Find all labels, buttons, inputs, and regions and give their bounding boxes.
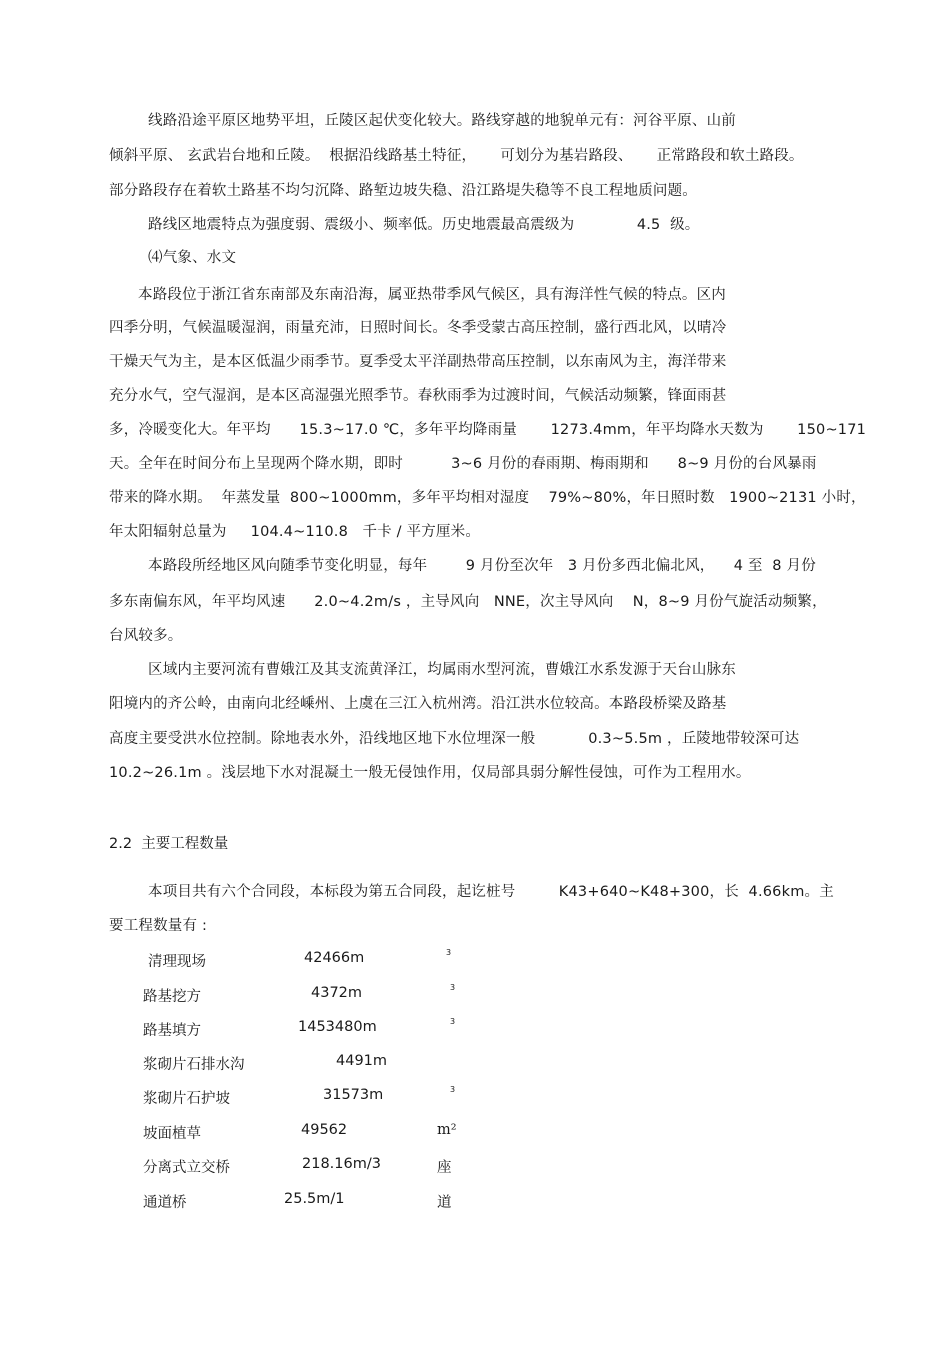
quantity-value: 42466m: [304, 950, 365, 966]
quantity-value: 218.16m/3: [302, 1156, 381, 1172]
quantity-value: 49562: [301, 1122, 348, 1138]
quantity-value: 31573m: [323, 1087, 384, 1103]
paragraph-climate-line-1: 本路段位于浙江省东南部及东南沿海，属亚热带季风气候区，具有海洋性气候的特点。区内: [138, 287, 726, 303]
section-title-weather: ⑷气象、水文: [148, 250, 237, 266]
paragraph-terrain-line-1: 线路沿途平原区地势平坦，丘陵区起伏变化较大。路线穿越的地貌单元有：河谷平原、山前: [148, 113, 736, 129]
quantity-name: 浆砌片石排水沟: [143, 1057, 245, 1073]
quantity-name: 清理现场: [148, 954, 206, 970]
quantity-unit: 道: [437, 1195, 452, 1211]
paragraph-climate-line-3: 干燥天气为主，是本区低温少雨季节。夏季受太平洋副热带高压控制，以东南风为主，海洋带来: [109, 354, 727, 370]
quantity-name: 浆砌片石护坡: [143, 1091, 230, 1107]
quantity-name: 分离式立交桥: [143, 1160, 230, 1176]
paragraph-hydrology-line-4: 10.2~26.1m 。浅层地下水对混凝土一般无侵蚀作用，仅局部具弱分解性侵蚀，可作为工程用水。: [109, 765, 751, 781]
paragraph-hydrology-line-2: 阳境内的齐公岭，由南向北经嵊州、上虞在三江入杭州湾。沿江洪水位较高。本路段桥梁及路基: [109, 696, 727, 712]
paragraph-terrain-line-2: 倾斜平原、 玄武岩台地和丘陵。 根据沿线路基土特征， 可划分为基岩路段、 正常路段和软土路段。: [109, 148, 804, 164]
paragraph-climate-line-6: 天。全年在时间分布上呈现两个降水期，即时 3~6 月份的春雨期、梅雨期和 8~9 月份的台风暴雨: [109, 456, 817, 472]
paragraph-earthquake: 路线区地震特点为强度弱、震级小、频率低。历史地震最高震级为 4.5 级。: [148, 217, 700, 233]
quantity-unit: 座: [437, 1160, 452, 1176]
quantity-superscript: 3: [450, 1017, 456, 1026]
paragraph-wind-line-2: 多东南偏东风，年平均风速 2.0~4.2m/s ，主导风向 NNE，次主导风向 N，8~9 月份气旋活动频繁，: [109, 594, 827, 610]
quantity-name: 路基填方: [143, 1023, 201, 1039]
quantity-superscript: 3: [450, 1085, 456, 1094]
section-heading-quantities: 2.2 主要工程数量: [109, 836, 229, 852]
paragraph-contract-line-2: 要工程数量有 :: [109, 918, 208, 934]
quantity-value: 25.5m/1: [284, 1191, 345, 1207]
paragraph-contract-line-1: 本项目共有六个合同段，本标段为第五合同段，起讫桩号 K43+640~K48+300，长 4.66km。主: [148, 884, 834, 900]
quantity-name: 坡面植草: [143, 1126, 201, 1142]
quantity-value: 4491m: [336, 1053, 388, 1069]
paragraph-climate-line-5: 多，冷暖变化大。年平均 15.3~17.0 ℃，多年平均降雨量 1273.4mm，年平均降水天数为 150~171: [109, 422, 867, 438]
quantity-superscript: 3: [450, 983, 456, 992]
quantity-name: 通道桥: [143, 1195, 187, 1211]
paragraph-climate-line-4: 充分水气，空气湿润，是本区高湿强光照季节。春秋雨季为过渡时间，气候活动频繁，锋面雨甚: [109, 388, 727, 404]
paragraph-terrain-line-3: 部分路段存在着软土路基不均匀沉降、路堑边坡失稳、沿江路堤失稳等不良工程地质问题。: [109, 183, 697, 199]
paragraph-wind-line-1: 本路段所经地区风向随季节变化明显，每年 9 月份至次年 3 月份多西北偏北风， 4 至 8 月份: [148, 558, 816, 574]
quantity-value: 4372m: [311, 985, 363, 1001]
paragraph-hydrology-line-1: 区域内主要河流有曹娥江及其支流黄泽江，均属雨水型河流，曹娥江水系发源于天台山脉东: [148, 662, 736, 678]
quantity-value: 1453480m: [298, 1019, 377, 1035]
paragraph-climate-line-2: 四季分明，气候温暖湿润，雨量充沛，日照时间长。冬季受蒙古高压控制，盛行西北风，以晴冷: [109, 320, 727, 336]
quantity-superscript: 3: [446, 948, 452, 957]
paragraph-climate-line-8: 年太阳辐射总量为 104.4~110.8 千卡 / 平方厘米。: [109, 524, 481, 540]
paragraph-wind-line-3: 台风较多。: [109, 628, 183, 644]
quantity-unit: m²: [437, 1122, 457, 1138]
quantity-name: 路基挖方: [143, 989, 201, 1005]
paragraph-climate-line-7: 带来的降水期。 年蒸发量 800~1000mm，多年平均相对湿度 79%~80%，年日照时数 1900~2131 小时，: [109, 490, 866, 506]
paragraph-hydrology-line-3: 高度主要受洪水位控制。除地表水外，沿线地区地下水位埋深一般 0.3~5.5m ，丘陵地带较深可达: [109, 731, 800, 747]
